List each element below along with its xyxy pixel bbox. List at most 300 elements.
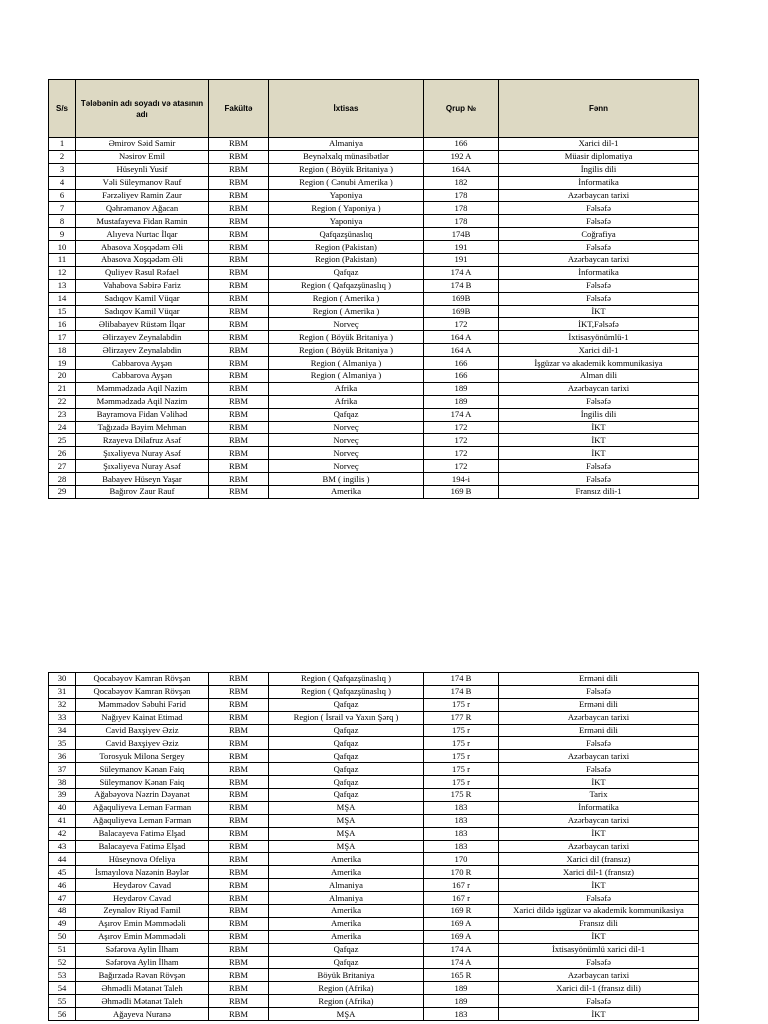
cell-faculty: RBM bbox=[209, 331, 269, 344]
cell-faculty: RBM bbox=[209, 292, 269, 305]
cell-faculty: RBM bbox=[209, 421, 269, 434]
cell-group: 194-i bbox=[424, 473, 499, 486]
cell-student-name: Alıyeva Nurtac İlqar bbox=[76, 228, 209, 241]
cell-student-name: Abasova Xoşqədəm Əli bbox=[76, 241, 209, 254]
cell-student-name: Cavid Baxşiyev Əziz bbox=[76, 737, 209, 750]
cell-student-name: Cabbarova Ayşən bbox=[76, 370, 209, 383]
cell-subject: İKT bbox=[499, 421, 699, 434]
cell-specialty: Qafqaz bbox=[269, 750, 424, 763]
cell-specialty: Amerika bbox=[269, 905, 424, 918]
cell-subject: Fəlsəfə bbox=[499, 460, 699, 473]
cell-subject: Fəlsəfə bbox=[499, 395, 699, 408]
table-row bbox=[49, 724, 699, 737]
cell-student-name: Əlibabayev Rüstəm İlqar bbox=[76, 318, 209, 331]
table-row bbox=[49, 737, 699, 750]
table-row bbox=[49, 382, 699, 395]
cell-subject: Fəlsəfə bbox=[499, 241, 699, 254]
cell-number: 33 bbox=[49, 711, 76, 724]
table-row bbox=[49, 750, 699, 763]
cell-number: 43 bbox=[49, 840, 76, 853]
cell-number: 3 bbox=[49, 163, 76, 176]
cell-student-name: Cabbarova Ayşən bbox=[76, 357, 209, 370]
table-row bbox=[49, 421, 699, 434]
cell-student-name: Sadıqov Kamil Vüqar bbox=[76, 292, 209, 305]
cell-group: 174 B bbox=[424, 685, 499, 698]
cell-number: 21 bbox=[49, 382, 76, 395]
cell-student-name: Bayramova Fidan Vəlihəd bbox=[76, 408, 209, 421]
cell-faculty: RBM bbox=[209, 801, 269, 814]
cell-student-name: Ağayeva Nuranə bbox=[76, 1008, 209, 1021]
cell-faculty: RBM bbox=[209, 711, 269, 724]
table-row bbox=[49, 1008, 699, 1021]
cell-number: 30 bbox=[49, 673, 76, 686]
cell-number: 20 bbox=[49, 370, 76, 383]
cell-group: 174 B bbox=[424, 673, 499, 686]
cell-subject: Azərbaycan tarixi bbox=[499, 840, 699, 853]
cell-group: 183 bbox=[424, 827, 499, 840]
cell-student-name: Heydərov Cavad bbox=[76, 892, 209, 905]
header-specialty: İxtisas bbox=[269, 80, 424, 138]
cell-group: 175 r bbox=[424, 737, 499, 750]
cell-faculty: RBM bbox=[209, 357, 269, 370]
cell-specialty: Region ( Böyük Britaniya ) bbox=[269, 331, 424, 344]
cell-student-name: Əhmədli Mətanət Taleh bbox=[76, 995, 209, 1008]
cell-group: 166 bbox=[424, 357, 499, 370]
cell-group: 169 B bbox=[424, 486, 499, 499]
table-row bbox=[49, 150, 699, 163]
table-row bbox=[49, 357, 699, 370]
cell-subject: Erməni dili bbox=[499, 673, 699, 686]
cell-student-name: Şıxəliyeva Nuray Asəf bbox=[76, 447, 209, 460]
table-row bbox=[49, 879, 699, 892]
cell-student-name: Fərzəliyev Ramin Zaur bbox=[76, 189, 209, 202]
cell-student-name: Səfərova Aylin İlham bbox=[76, 943, 209, 956]
table-row bbox=[49, 789, 699, 802]
cell-subject: İnformatika bbox=[499, 801, 699, 814]
cell-number: 12 bbox=[49, 266, 76, 279]
cell-subject: Alman dili bbox=[499, 370, 699, 383]
cell-group: 165 R bbox=[424, 969, 499, 982]
cell-group: 175 r bbox=[424, 698, 499, 711]
cell-faculty: RBM bbox=[209, 228, 269, 241]
cell-specialty: MŞA bbox=[269, 827, 424, 840]
cell-group: 189 bbox=[424, 382, 499, 395]
table-row bbox=[49, 685, 699, 698]
cell-subject: Fəlsəfə bbox=[499, 279, 699, 292]
cell-student-name: Cavid Baxşiyev Əziz bbox=[76, 724, 209, 737]
cell-faculty: RBM bbox=[209, 956, 269, 969]
table-row bbox=[49, 711, 699, 724]
table-row bbox=[49, 189, 699, 202]
cell-subject: Coğrafiya bbox=[499, 228, 699, 241]
cell-student-name: Ağabəyova Nəzrin Dəyanət bbox=[76, 789, 209, 802]
cell-specialty: Region ( Qafqazşünaslıq ) bbox=[269, 685, 424, 698]
cell-faculty: RBM bbox=[209, 763, 269, 776]
cell-subject: Müasir diplomatiya bbox=[499, 150, 699, 163]
cell-number: 9 bbox=[49, 228, 76, 241]
cell-student-name: Abasova Xoşqədəm Əli bbox=[76, 254, 209, 267]
cell-subject: İKT,Fəlsəfə bbox=[499, 318, 699, 331]
table-row bbox=[49, 969, 699, 982]
cell-faculty: RBM bbox=[209, 698, 269, 711]
cell-group: 189 bbox=[424, 995, 499, 1008]
cell-subject: Tarix bbox=[499, 789, 699, 802]
cell-specialty: Beynəlxalq münasibətlər bbox=[269, 150, 424, 163]
cell-subject: İKT bbox=[499, 1008, 699, 1021]
cell-faculty: RBM bbox=[209, 486, 269, 499]
cell-number: 35 bbox=[49, 737, 76, 750]
cell-specialty: Amerika bbox=[269, 866, 424, 879]
cell-specialty: Norveç bbox=[269, 460, 424, 473]
table-row bbox=[49, 698, 699, 711]
cell-number: 49 bbox=[49, 917, 76, 930]
cell-specialty: Region ( Cənubi Amerika ) bbox=[269, 176, 424, 189]
cell-student-name: Babayev Hüseyn Yaşar bbox=[76, 473, 209, 486]
cell-subject: Fəlsəfə bbox=[499, 892, 699, 905]
table-row bbox=[49, 853, 699, 866]
cell-faculty: RBM bbox=[209, 202, 269, 215]
table-row bbox=[49, 228, 699, 241]
cell-student-name: Bağırov Zaur Rauf bbox=[76, 486, 209, 499]
table-row bbox=[49, 763, 699, 776]
cell-number: 56 bbox=[49, 1008, 76, 1021]
cell-specialty: Region (Afrika) bbox=[269, 995, 424, 1008]
cell-faculty: RBM bbox=[209, 266, 269, 279]
cell-specialty: Amerika bbox=[269, 486, 424, 499]
table-row bbox=[49, 673, 699, 686]
cell-faculty: RBM bbox=[209, 827, 269, 840]
cell-group: 178 bbox=[424, 215, 499, 228]
students-table-top bbox=[48, 79, 699, 499]
cell-subject: Fəlsəfə bbox=[499, 202, 699, 215]
cell-student-name: Süleymanov Kənan Faiq bbox=[76, 763, 209, 776]
cell-number: 25 bbox=[49, 434, 76, 447]
table-row bbox=[49, 486, 699, 499]
cell-number: 19 bbox=[49, 357, 76, 370]
cell-specialty: Almaniya bbox=[269, 138, 424, 151]
cell-faculty: RBM bbox=[209, 241, 269, 254]
cell-specialty: Böyük Britaniya bbox=[269, 969, 424, 982]
cell-subject: Fəlsəfə bbox=[499, 215, 699, 228]
cell-subject: İxtisasyönümlü xarici dil-1 bbox=[499, 943, 699, 956]
cell-student-name: Vəli Süleymanov Rauf bbox=[76, 176, 209, 189]
cell-number: 32 bbox=[49, 698, 76, 711]
cell-subject: Xarici dil-1 bbox=[499, 138, 699, 151]
cell-number: 54 bbox=[49, 982, 76, 995]
cell-faculty: RBM bbox=[209, 395, 269, 408]
cell-specialty: Norveç bbox=[269, 421, 424, 434]
cell-specialty: Qafqaz bbox=[269, 408, 424, 421]
cell-number: 39 bbox=[49, 789, 76, 802]
cell-subject: Azərbaycan tarixi bbox=[499, 189, 699, 202]
cell-student-name: Məmmədzadə Aqil Nazim bbox=[76, 395, 209, 408]
header-number: S/s bbox=[49, 80, 76, 138]
cell-student-name: Mustafayeva Fidan Ramin bbox=[76, 215, 209, 228]
cell-number: 55 bbox=[49, 995, 76, 1008]
cell-group: 189 bbox=[424, 395, 499, 408]
cell-specialty: Almaniya bbox=[269, 879, 424, 892]
cell-subject: İnformatika bbox=[499, 266, 699, 279]
cell-faculty: RBM bbox=[209, 215, 269, 228]
cell-student-name: Torosyuk Milona Sergey bbox=[76, 750, 209, 763]
cell-specialty: Region ( Yaponiya ) bbox=[269, 202, 424, 215]
cell-number: 22 bbox=[49, 395, 76, 408]
cell-number: 1 bbox=[49, 138, 76, 151]
cell-student-name: Sadıqov Kamil Vüqar bbox=[76, 305, 209, 318]
cell-specialty: Afrika bbox=[269, 395, 424, 408]
cell-subject: Azərbaycan tarixi bbox=[499, 254, 699, 267]
cell-number: 48 bbox=[49, 905, 76, 918]
cell-specialty: Norveç bbox=[269, 318, 424, 331]
cell-number: 53 bbox=[49, 969, 76, 982]
cell-subject: Fəlsəfə bbox=[499, 685, 699, 698]
cell-specialty: Region ( Böyük Britaniya ) bbox=[269, 163, 424, 176]
cell-group: 169B bbox=[424, 292, 499, 305]
cell-group: 174 A bbox=[424, 266, 499, 279]
table-row bbox=[49, 982, 699, 995]
cell-subject: İKT bbox=[499, 776, 699, 789]
cell-group: 172 bbox=[424, 434, 499, 447]
cell-specialty: Qafqaz bbox=[269, 956, 424, 969]
table-header-row bbox=[49, 80, 699, 138]
cell-faculty: RBM bbox=[209, 853, 269, 866]
cell-student-name: Məmmədzadə Aqil Nazim bbox=[76, 382, 209, 395]
cell-group: 175 r bbox=[424, 776, 499, 789]
cell-student-name: Rzayeva Dilafruz Asəf bbox=[76, 434, 209, 447]
cell-group: 191 bbox=[424, 241, 499, 254]
cell-specialty: Yaponiya bbox=[269, 215, 424, 228]
cell-subject: Fəlsəfə bbox=[499, 737, 699, 750]
cell-specialty: Qafqaz bbox=[269, 763, 424, 776]
cell-specialty: Qafqaz bbox=[269, 737, 424, 750]
cell-subject: İngilis dili bbox=[499, 163, 699, 176]
cell-subject: İKT bbox=[499, 434, 699, 447]
table-row bbox=[49, 956, 699, 969]
table-row bbox=[49, 241, 699, 254]
cell-group: 183 bbox=[424, 840, 499, 853]
cell-specialty: Afrika bbox=[269, 382, 424, 395]
cell-group: 169B bbox=[424, 305, 499, 318]
cell-faculty: RBM bbox=[209, 138, 269, 151]
cell-number: 16 bbox=[49, 318, 76, 331]
table-row bbox=[49, 370, 699, 383]
cell-student-name: Süleymanov Kənan Faiq bbox=[76, 776, 209, 789]
cell-subject: Xarici dil-1 (fransız) bbox=[499, 866, 699, 879]
cell-student-name: Tağızadə Bəyim Mehman bbox=[76, 421, 209, 434]
cell-student-name: Hüseynli Yusif bbox=[76, 163, 209, 176]
cell-student-name: Zeynalov Riyad Famil bbox=[76, 905, 209, 918]
cell-number: 50 bbox=[49, 930, 76, 943]
cell-student-name: Qocabəyov Kamran Rövşən bbox=[76, 685, 209, 698]
cell-faculty: RBM bbox=[209, 943, 269, 956]
cell-faculty: RBM bbox=[209, 995, 269, 1008]
table-row bbox=[49, 176, 699, 189]
table-row bbox=[49, 905, 699, 918]
table-row bbox=[49, 814, 699, 827]
cell-student-name: Balacayeva Fatimə Elşad bbox=[76, 840, 209, 853]
cell-faculty: RBM bbox=[209, 460, 269, 473]
cell-student-name: Səfərova Aylin İlham bbox=[76, 956, 209, 969]
cell-group: 175 R bbox=[424, 789, 499, 802]
cell-specialty: Region ( Qafqazşünaslıq ) bbox=[269, 673, 424, 686]
cell-student-name: Balacayeva Fatimə Elşad bbox=[76, 827, 209, 840]
cell-group: 178 bbox=[424, 202, 499, 215]
cell-faculty: RBM bbox=[209, 673, 269, 686]
cell-number: 45 bbox=[49, 866, 76, 879]
cell-subject: Xarici dil-1 (fransız dili) bbox=[499, 982, 699, 995]
cell-group: 172 bbox=[424, 460, 499, 473]
cell-number: 27 bbox=[49, 460, 76, 473]
cell-faculty: RBM bbox=[209, 930, 269, 943]
cell-number: 4 bbox=[49, 176, 76, 189]
cell-specialty: Region ( Amerika ) bbox=[269, 305, 424, 318]
cell-number: 10 bbox=[49, 241, 76, 254]
cell-group: 175 r bbox=[424, 750, 499, 763]
cell-number: 47 bbox=[49, 892, 76, 905]
cell-faculty: RBM bbox=[209, 382, 269, 395]
cell-group: 169 R bbox=[424, 905, 499, 918]
table-row bbox=[49, 138, 699, 151]
cell-student-name: Əhmədli Mətanət Taleh bbox=[76, 982, 209, 995]
cell-subject: Xarici dildə işgüzar və akademik kommunikasiya bbox=[499, 905, 699, 918]
cell-subject: Azərbaycan tarixi bbox=[499, 711, 699, 724]
cell-specialty: Region ( İsrail və Yaxın Şərq ) bbox=[269, 711, 424, 724]
table-row bbox=[49, 943, 699, 956]
cell-student-name: Aşırov Emin Məmmədəli bbox=[76, 930, 209, 943]
table-row bbox=[49, 279, 699, 292]
cell-subject: Erməni dili bbox=[499, 698, 699, 711]
table-row bbox=[49, 447, 699, 460]
cell-student-name: Ağaquliyeva Leman Fərman bbox=[76, 801, 209, 814]
cell-faculty: RBM bbox=[209, 163, 269, 176]
header-faculty: Fakültə bbox=[209, 80, 269, 138]
cell-subject: Fransız dili-1 bbox=[499, 486, 699, 499]
cell-subject: Fəlsəfə bbox=[499, 473, 699, 486]
cell-specialty: MŞA bbox=[269, 840, 424, 853]
cell-subject: Azərbaycan tarixi bbox=[499, 750, 699, 763]
table-row bbox=[49, 318, 699, 331]
cell-group: 174 A bbox=[424, 943, 499, 956]
cell-student-name: İsmayılova Nazənin Bəylər bbox=[76, 866, 209, 879]
cell-subject: İKT bbox=[499, 827, 699, 840]
cell-group: 189 bbox=[424, 982, 499, 995]
table-row bbox=[49, 840, 699, 853]
cell-faculty: RBM bbox=[209, 737, 269, 750]
cell-group: 172 bbox=[424, 421, 499, 434]
cell-group: 182 bbox=[424, 176, 499, 189]
cell-specialty: Almaniya bbox=[269, 892, 424, 905]
cell-faculty: RBM bbox=[209, 189, 269, 202]
cell-faculty: RBM bbox=[209, 892, 269, 905]
cell-student-name: Nəsirov Emil bbox=[76, 150, 209, 163]
cell-student-name: Ağaquliyeva Leman Fərman bbox=[76, 814, 209, 827]
cell-number: 15 bbox=[49, 305, 76, 318]
cell-specialty: Qafqazşünaslıq bbox=[269, 228, 424, 241]
table-row bbox=[49, 254, 699, 267]
cell-specialty: Yaponiya bbox=[269, 189, 424, 202]
cell-specialty: Region (Pakistan) bbox=[269, 241, 424, 254]
cell-specialty: Amerika bbox=[269, 917, 424, 930]
cell-group: 174 A bbox=[424, 956, 499, 969]
cell-faculty: RBM bbox=[209, 434, 269, 447]
cell-subject: Fəlsəfə bbox=[499, 292, 699, 305]
cell-number: 34 bbox=[49, 724, 76, 737]
cell-student-name: Heydərov Cavad bbox=[76, 879, 209, 892]
cell-number: 40 bbox=[49, 801, 76, 814]
cell-faculty: RBM bbox=[209, 814, 269, 827]
cell-group: 174B bbox=[424, 228, 499, 241]
cell-faculty: RBM bbox=[209, 344, 269, 357]
cell-specialty: Region (Pakistan) bbox=[269, 254, 424, 267]
cell-group: 172 bbox=[424, 447, 499, 460]
cell-faculty: RBM bbox=[209, 866, 269, 879]
table-row bbox=[49, 917, 699, 930]
cell-number: 42 bbox=[49, 827, 76, 840]
cell-group: 178 bbox=[424, 189, 499, 202]
cell-group: 192 A bbox=[424, 150, 499, 163]
cell-faculty: RBM bbox=[209, 840, 269, 853]
cell-number: 18 bbox=[49, 344, 76, 357]
cell-number: 38 bbox=[49, 776, 76, 789]
cell-faculty: RBM bbox=[209, 724, 269, 737]
cell-number: 31 bbox=[49, 685, 76, 698]
cell-subject: İKT bbox=[499, 879, 699, 892]
students-table-bottom bbox=[48, 672, 699, 1021]
table-row bbox=[49, 344, 699, 357]
table-row bbox=[49, 163, 699, 176]
cell-subject: İxtisasyönümlü-1 bbox=[499, 331, 699, 344]
cell-specialty: Qafqaz bbox=[269, 776, 424, 789]
cell-student-name: Əlirzayev Zeynalabdin bbox=[76, 331, 209, 344]
cell-specialty: Qafqaz bbox=[269, 943, 424, 956]
cell-specialty: Amerika bbox=[269, 930, 424, 943]
cell-number: 13 bbox=[49, 279, 76, 292]
table-row bbox=[49, 266, 699, 279]
cell-group: 170 bbox=[424, 853, 499, 866]
cell-faculty: RBM bbox=[209, 969, 269, 982]
table-row bbox=[49, 434, 699, 447]
cell-number: 28 bbox=[49, 473, 76, 486]
cell-number: 11 bbox=[49, 254, 76, 267]
cell-subject: Xarici dil (fransız) bbox=[499, 853, 699, 866]
table-row bbox=[49, 892, 699, 905]
cell-group: 167 r bbox=[424, 879, 499, 892]
cell-number: 52 bbox=[49, 956, 76, 969]
table-row bbox=[49, 305, 699, 318]
cell-subject: Fəlsəfə bbox=[499, 995, 699, 1008]
table-row bbox=[49, 292, 699, 305]
cell-number: 6 bbox=[49, 189, 76, 202]
cell-specialty: Norveç bbox=[269, 447, 424, 460]
header-group: Qrup № bbox=[424, 80, 499, 138]
cell-specialty: Qafqaz bbox=[269, 266, 424, 279]
cell-number: 29 bbox=[49, 486, 76, 499]
cell-subject: İKT bbox=[499, 447, 699, 460]
cell-specialty: Region ( Amerika ) bbox=[269, 292, 424, 305]
cell-group: 177 R bbox=[424, 711, 499, 724]
cell-group: 175 r bbox=[424, 763, 499, 776]
cell-specialty: Qafqaz bbox=[269, 698, 424, 711]
cell-faculty: RBM bbox=[209, 150, 269, 163]
header-subject: Fənn bbox=[499, 80, 699, 138]
table-row bbox=[49, 827, 699, 840]
cell-subject: Fransız dili bbox=[499, 917, 699, 930]
cell-number: 26 bbox=[49, 447, 76, 460]
cell-group: 183 bbox=[424, 801, 499, 814]
cell-number: 8 bbox=[49, 215, 76, 228]
cell-number: 24 bbox=[49, 421, 76, 434]
cell-number: 14 bbox=[49, 292, 76, 305]
